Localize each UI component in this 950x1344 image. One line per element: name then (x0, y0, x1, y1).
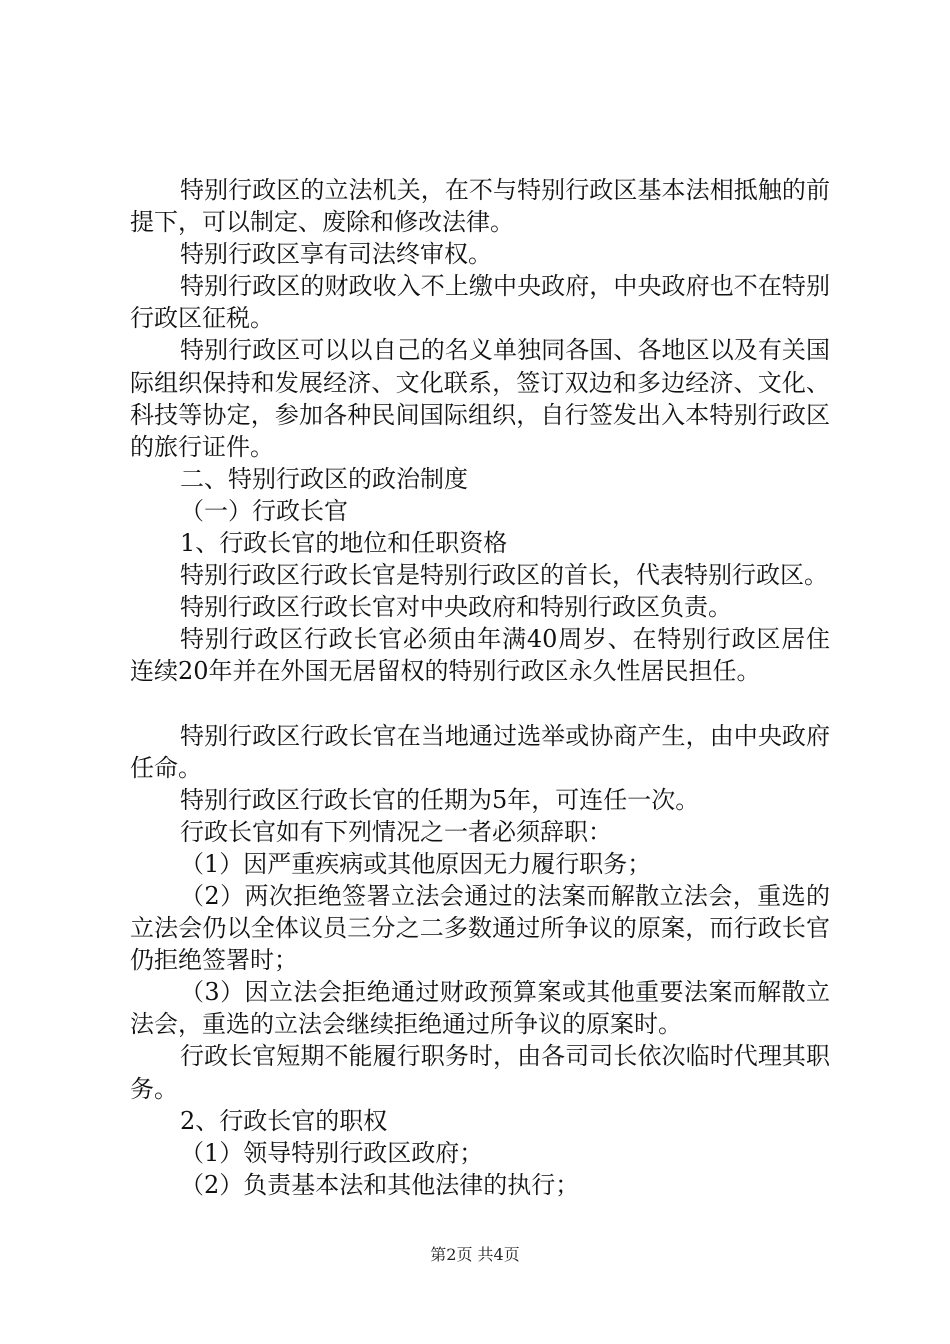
paragraph: 特别行政区行政长官的任期为5年，可连任一次。 (180, 785, 700, 814)
paragraph: 行政长官短期不能履行职务时，由各司司长依次临时代理其职务。 (130, 1042, 830, 1103)
paragraph: 特别行政区行政长官是特别行政区的首长，代表特别行政区。 (180, 561, 828, 590)
page-footer: 第2页 共4页 (430, 1245, 520, 1264)
subsection-heading: 1、行政长官的地位和任职资格 (180, 529, 508, 558)
paragraph: 特别行政区可以以自己的名义单独同各国、各地区以及有关国际组织保持和发展经济、文化联系，签订双边和多边经济、文化、科技等协定，参加各种民间国际组织，自行签发出入本特别行政区的旅行证件。 (130, 336, 830, 461)
paragraph: 特别行政区的立法机关，在不与特别行政区基本法相抵触的前提下，可以制定、废除和修改法律。 (130, 176, 830, 237)
paragraph: 特别行政区享有司法终审权。 (180, 240, 492, 269)
paragraph: 特别行政区行政长官在当地通过选举或协商产生，由中央政府任命。 (130, 721, 830, 782)
paragraph: 特别行政区行政长官对中央政府和特别行政区负责。 (180, 593, 732, 622)
list-item: （2）负责基本法和其他法律的执行； (180, 1170, 580, 1199)
list-item: （2）两次拒绝签署立法会通过的法案而解散立法会，重选的立法会仍以全体议员三分之二多数通过所争议的原案，而行政长官仍拒绝签署时； (130, 881, 830, 975)
paragraph: 特别行政区的财政收入不上缴中央政府，中央政府也不在特别行政区征税。 (130, 272, 830, 333)
list-item: （1）领导特别行政区政府； (180, 1138, 484, 1167)
list-item: （3）因立法会拒绝通过财政预算案或其他重要法案而解散立法会，重选的立法会继续拒绝通过所争议的原案时。 (130, 978, 830, 1039)
subsection-heading: （一）行政长官 (180, 496, 348, 525)
section-heading: 二、特别行政区的政治制度 (180, 464, 468, 493)
paragraph: 行政长官如有下列情况之一者必须辞职： (180, 817, 612, 846)
body-text (130, 174, 830, 1201)
subsection-heading: 2、行政长官的职权 (180, 1106, 388, 1135)
list-item: （1）因严重疾病或其他原因无力履行职务； (180, 849, 652, 878)
paragraph: 特别行政区行政长官必须由年满40周岁、在特别行政区居住连续20年并在外国无居留权的特别行政区永久性居民担任。 (130, 625, 830, 686)
